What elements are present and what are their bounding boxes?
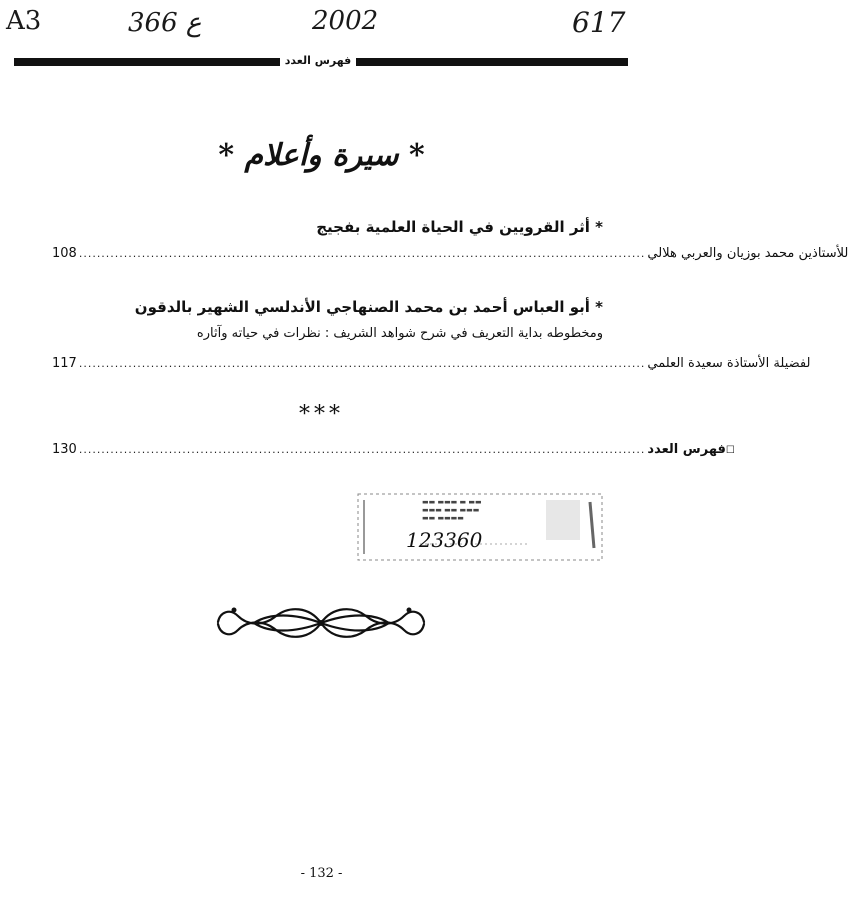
ornament-flourish bbox=[214, 598, 429, 648]
stamp-text-lines: ▬▬ ▬▬▬ ▬ ▬▬ ▬▬▬ ▬▬ ▬▬▬ ▬▬ ▬▬▬▬ bbox=[422, 498, 482, 522]
header-rule-right bbox=[356, 58, 628, 66]
index-entry-label bbox=[647, 442, 734, 457]
entry-2-line bbox=[52, 356, 811, 376]
header-rule-left bbox=[14, 58, 280, 66]
page-number: - 132 - bbox=[300, 866, 343, 881]
leader-dots: .............................................................................................................................. bbox=[78, 443, 646, 456]
separator-asterisks: *** bbox=[299, 402, 344, 427]
header-title: فهرس العدد bbox=[284, 54, 352, 67]
handwritten-number: 617 bbox=[572, 6, 626, 39]
handwritten-a3: A3 bbox=[6, 6, 42, 36]
entry-1-page: 108 bbox=[52, 246, 77, 261]
index-entry-page: 130 bbox=[52, 442, 77, 457]
flourish-graphic bbox=[214, 598, 429, 648]
stamp-number: 123360 bbox=[406, 528, 483, 552]
entry-2-page: 117 bbox=[52, 356, 77, 371]
entry-2-author: لفضيلة الأستاذة سعيدة العلمي bbox=[647, 356, 811, 371]
index-entry-text: فهرس العدد bbox=[647, 442, 726, 457]
header-bar bbox=[14, 54, 628, 68]
entry-1-author: للأستاذين محمد بوزيان والعربي هلالي bbox=[647, 246, 848, 261]
entry-1-line bbox=[52, 246, 848, 266]
checkbox-icon: ☐ bbox=[725, 445, 735, 456]
entry-2-title: * أبو العباس أحمد بن محمد الصنهاجي الأندلسي الشهير بالدقون bbox=[134, 298, 603, 316]
library-stamp bbox=[350, 488, 610, 568]
entry-1-title: * أثر القرويين في الحياة العلمية بفجيج bbox=[316, 218, 603, 236]
leader-dots: .............................................................................................................................. bbox=[78, 357, 646, 370]
handwritten-year: 2002 bbox=[312, 6, 379, 36]
leader-dots: .............................................................................................................................. bbox=[78, 247, 646, 260]
entry-2-subtitle: ومخطوطه بداية التعريف في شرح شواهد الشريف : نظرات في حياته وآثاره bbox=[196, 326, 603, 341]
handwritten-code: 366 ع bbox=[128, 8, 202, 38]
section-heading: * سيرة وأعلام * bbox=[218, 138, 425, 173]
index-entry-line bbox=[52, 442, 735, 462]
